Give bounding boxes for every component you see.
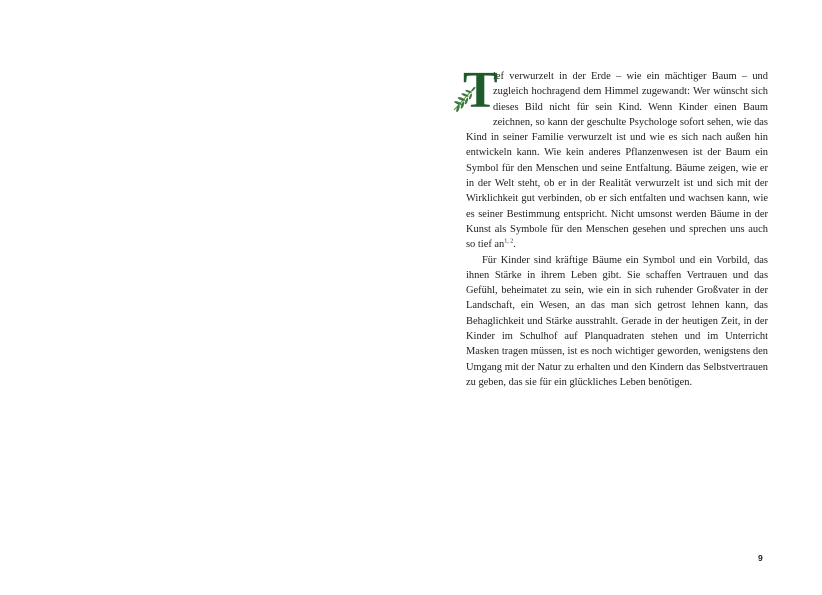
dropcap-block [453, 62, 498, 119]
paragraph-2: Für Kinder sind kräftige Bäume ein Symbol und ein Vorbild, das ihnen Stärke in ihrem Leben gibt. Sie schaffen Vertrauen und das Gefühl, beheimatet zu sein, wie ein in sich ruhender Großvater in der Landschaft, ein Wesen, an das man sich getrost lehnen kann, das Behaglichkeit und Stärke ausstrahlt. Gerade in der heutigen Zeit, in der Kinder im Schulhof auf Planquadraten stehen und im Unterricht Masken tragen müssen, ist es noch wichtiger geworden, wenigstens den Umgang mit der Natur zu erhalten und den Kindern das Selbstvertrauen zu geben, das sie für ein glückliches Leben benötigen. [466, 254, 768, 388]
body-text [463, 62, 768, 390]
paragraph-1-text: ief verwurzelt in der Erde – wie ein mächtiger Baum – und zugleich hochragend dem Himmel zugewandt: Wer wünscht sich dieses Bild nicht für sein Kind. Wenn Kinder einen Baum zeichnen, so kann der geschulte Psychologe sofort sehen, wie das Kind in seiner Familie verwurzelt ist und wie es sich nach außen hin entwickeln kann. Wie kein anderes Pflanzenwesen ist der Baum ein Symbol für den Menschen und seine Entfaltung. Bäume zeigen, wie er in der Welt steht, ob er in der Realität verwurzelt ist und sich mit der Wirklichkeit gut verbinden, ob er sich entfalten und wachsen kann, wie es seiner Bestimmung entspricht. Nicht umsonst werden Bäume in der Kunst als Symbole für den Menschen gesehen und sprechen uns auch so tief an [466, 71, 768, 251]
dropcap-letter: T [463, 62, 498, 119]
paragraph-1 [463, 62, 768, 253]
page-number: 9 [758, 553, 763, 563]
footnote-reference: 1, 2 [504, 238, 514, 245]
paragraph-1-end: . [513, 239, 516, 251]
